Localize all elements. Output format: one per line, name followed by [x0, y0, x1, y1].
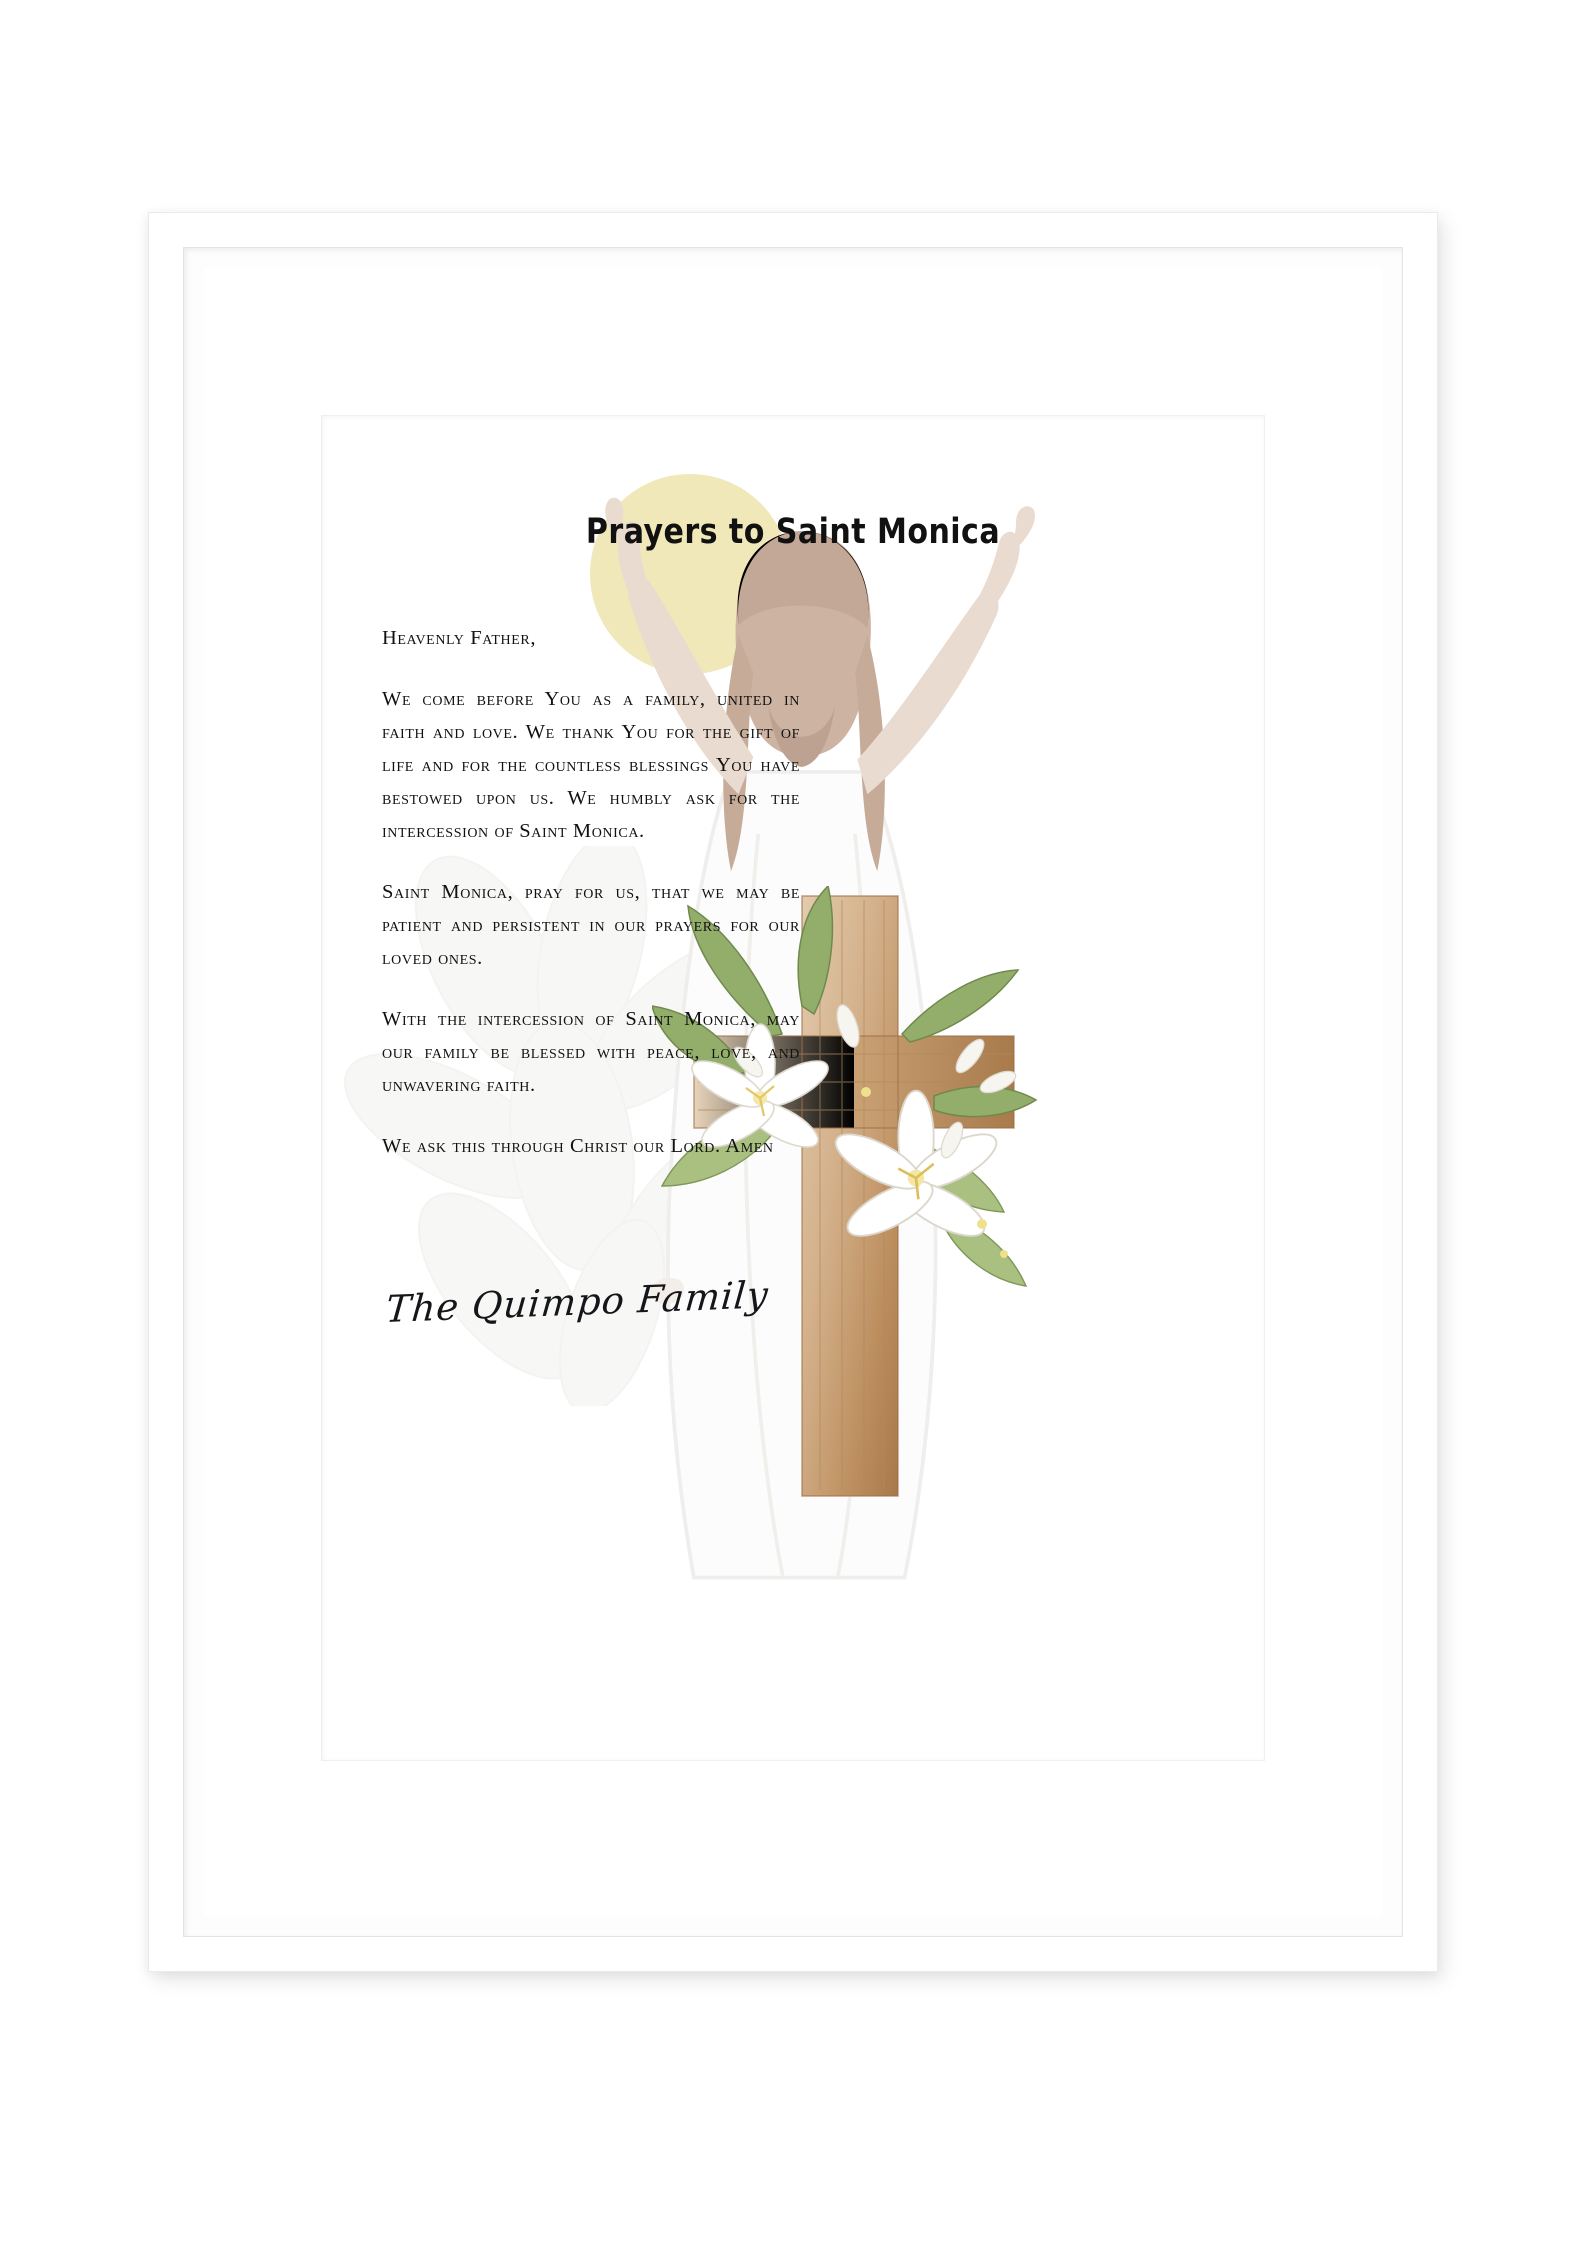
- print-artwork: [322, 416, 1264, 1760]
- page-title: Prayers to Saint Monica: [585, 512, 1001, 552]
- prayer-paragraph: We ask this through Christ our Lord. Amen: [382, 1135, 774, 1157]
- signature-text: The Quimpo Family: [384, 1273, 771, 1332]
- prayer-paragraph: Saint Monica, pray for us, that we may be patient and persistent in our prayers for our loved ones.: [382, 881, 800, 969]
- picture-frame: [148, 212, 1438, 1972]
- prayer-text: [382, 622, 800, 1163]
- mat-board: [204, 268, 1382, 1916]
- prayer-paragraph: With the intercession of Saint Monica, may our family be blessed with peace, love, and unwavering faith.: [382, 1008, 800, 1096]
- prayer-paragraph: Heavenly Father,: [382, 627, 537, 649]
- prayer-paragraph: We come before You as a family, united in faith and love. We thank You for the gift of life and for the countless blessings You have bestowed upon us. We humbly ask for the intercession of Saint Monica.: [382, 688, 800, 842]
- frame-inner-bevel: [183, 247, 1403, 1937]
